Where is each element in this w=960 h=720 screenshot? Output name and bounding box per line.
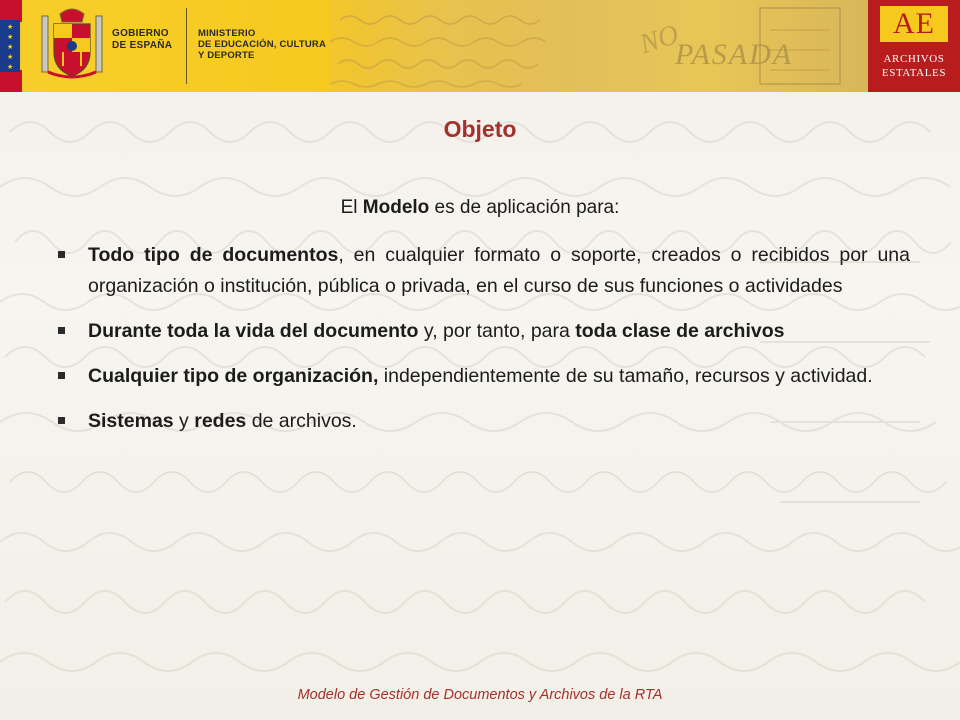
slide-title: Objeto bbox=[443, 116, 517, 142]
coat-of-arms-icon bbox=[36, 6, 108, 86]
square-bullet-icon bbox=[58, 327, 65, 334]
intro-text: El Modelo es de aplicación para: bbox=[340, 197, 620, 218]
photo-lettering: NO bbox=[636, 18, 683, 61]
list-item: Sistemas y redes de archivos. bbox=[56, 406, 910, 437]
government-label: GOBIERNO DE ESPAÑA bbox=[112, 28, 173, 51]
ae-logo-mark: AE bbox=[880, 6, 948, 42]
header-banner bbox=[0, 0, 960, 92]
eu-flag-icon: ★ ★ ★ ★ ★ bbox=[0, 20, 20, 72]
list-item: Cualquier tipo de organización, independientemente de su tamaño, recursos y actividad. bbox=[56, 361, 910, 392]
archivos-estatales-label: ARCHIVOS ESTATALES bbox=[881, 53, 947, 79]
list-item: Durante toda la vida del documento y, por tanto, para toda clase de archivos bbox=[56, 316, 910, 347]
square-bullet-icon bbox=[58, 251, 65, 258]
ministry-label: MINISTERIO DE EDUCACIÓN, CULTURA Y DEPORTE bbox=[198, 28, 327, 61]
header-divider bbox=[186, 8, 187, 84]
square-bullet-icon bbox=[58, 372, 65, 379]
square-bullet-icon bbox=[58, 417, 65, 424]
list-item: Todo tipo de documentos, en cualquier formato o soporte, creados o recibidos por una organización o institución, pública o privada, en el curso de sus funciones o actividades bbox=[56, 240, 910, 302]
footer-text: Modelo de Gestión de Documentos y Archivos de la RTA bbox=[297, 687, 663, 703]
bullet-list bbox=[56, 240, 910, 451]
photo-lettering: PASADA bbox=[675, 38, 794, 71]
